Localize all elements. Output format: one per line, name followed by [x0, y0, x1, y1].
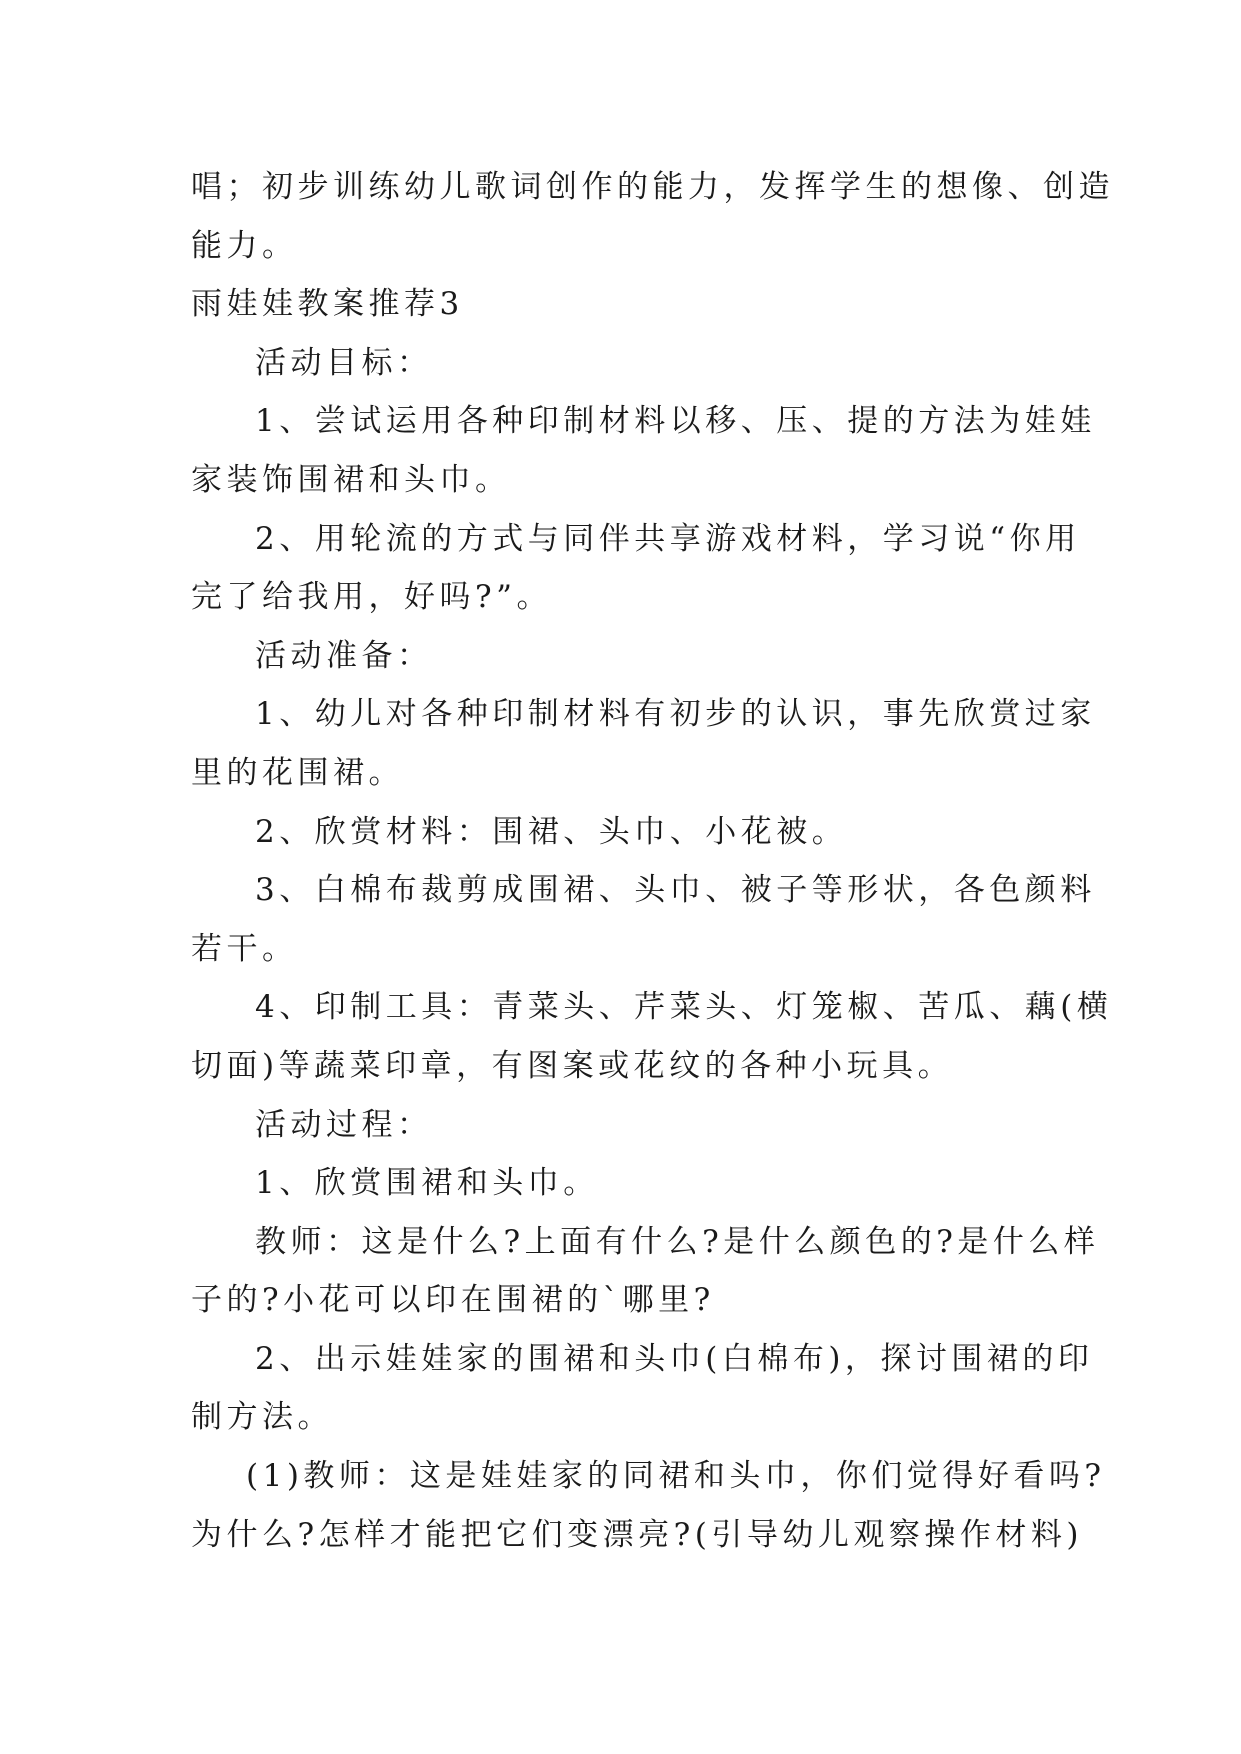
- text-line: 子的?小花可以印在围裙的`哪里?: [191, 1282, 715, 1319]
- text-line: 2、用轮流的方式与同伴共享游戏材料，学习说“你用: [255, 520, 1081, 557]
- subheading-process: 活动过程：: [255, 1106, 433, 1143]
- text-line: 唱；初步训练幼儿歌词创作的能力，发挥学生的想像、创造: [191, 169, 1114, 205]
- text-line: 3、白棉布裁剪成围裙、头巾、被子等形状，各色颜料: [255, 872, 1096, 909]
- text-line: 若干。: [191, 930, 298, 967]
- text-line: 2、出示娃娃家的围裙和头巾(白棉布)，探讨围裙的印: [255, 1340, 1094, 1377]
- text-line: 制方法。: [191, 1399, 333, 1436]
- text-line: 切面)等蔬菜印章，有图案或花纹的各种小玩具。: [191, 1047, 954, 1084]
- text-line: 1、幼儿对各种印制材料有初步的认识，事先欣赏过家: [255, 696, 1096, 733]
- text-line: 家装饰围裙和头巾。: [191, 461, 511, 498]
- text-line: 1、欣赏围裙和头巾。: [255, 1165, 599, 1202]
- text-line: 里的花围裙。: [191, 754, 404, 791]
- subheading-goals: 活动目标：: [255, 344, 433, 381]
- text-line: (1)教师：这是娃娃家的同裙和头巾，你们觉得好看吗?: [246, 1458, 1106, 1495]
- text-line: 4、印制工具：青菜头、芹菜头、灯笼椒、苦瓜、藕(横: [255, 989, 1113, 1026]
- text-line: 完了给我用，好吗?”。: [191, 579, 552, 616]
- text-line: 1、尝试运用各种印制材料以移、压、提的方法为娃娃: [255, 403, 1096, 440]
- text-line: 教师：这是什么?上面有什么?是什么颜色的?是什么样: [255, 1223, 1100, 1260]
- text-line: 2、欣赏材料：围裙、头巾、小花被。: [255, 813, 848, 850]
- section-heading: 雨娃娃教案推荐3: [191, 286, 464, 323]
- subheading-preparation: 活动准备：: [255, 637, 433, 674]
- text-line: 为什么?怎样才能把它们变漂亮?(引导幼儿观察操作材料): [191, 1516, 1083, 1553]
- document-body: [191, 158, 1114, 1564]
- text-line: 能力。: [191, 227, 298, 264]
